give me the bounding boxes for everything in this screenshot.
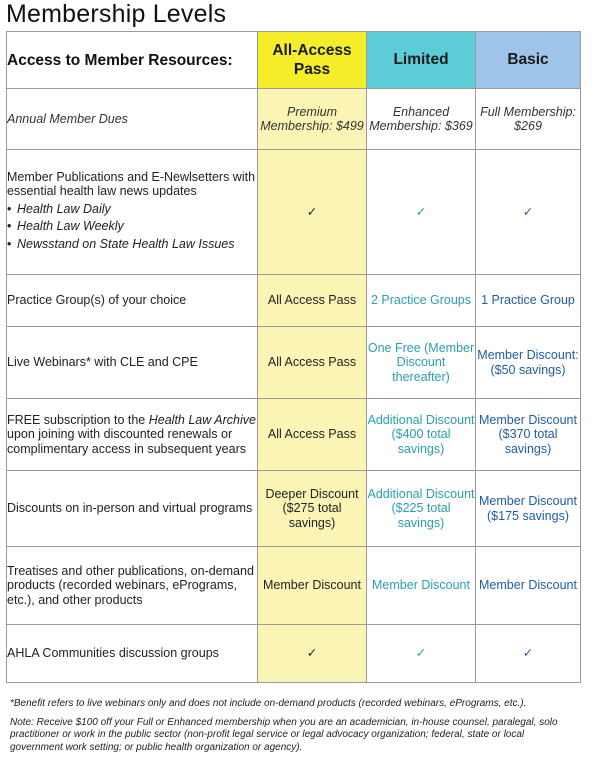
list-item: • Health Law Daily	[7, 202, 257, 217]
check-icon: ✓	[367, 625, 476, 683]
row-label-archive	[7, 399, 258, 471]
table-row	[7, 150, 581, 275]
page-title: Membership Levels	[6, 0, 227, 28]
list-item: • Newsstand on State Health Law Issues	[7, 237, 257, 252]
dues-limited: Enhanced Membership: $369	[367, 89, 476, 150]
table-row	[7, 547, 581, 625]
treatises-all-access: Member Discount	[258, 547, 367, 625]
webinars-all-access: All Access Pass	[258, 327, 367, 399]
header-resources: Access to Member Resources:	[7, 32, 258, 89]
header-basic: Basic	[476, 32, 581, 89]
table-row	[7, 89, 581, 150]
archive-all-access: All Access Pass	[258, 399, 367, 471]
row-label-communities: AHLA Communities discussion groups	[7, 625, 258, 683]
webinars-basic: Member Discount: ($50 savings)	[476, 327, 581, 399]
table-row	[7, 625, 581, 683]
treatises-limited: Member Discount	[367, 547, 476, 625]
webinars-limited: One Free (Member Discount thereafter)	[367, 327, 476, 399]
header-row	[7, 32, 581, 89]
archive-basic: Member Discount ($370 total savings)	[476, 399, 581, 471]
practice-all-access: All Access Pass	[258, 275, 367, 327]
membership-table	[6, 31, 581, 683]
table-row	[7, 399, 581, 471]
note: Note: Receive $100 off your Full or Enhanced membership when you are an academician, in-house counsel, paralegal, solo practitioner or work in the public sector (non-profit legal service or legal advocacy organization; federal, state or local government work setting; or public health organization or agency).	[10, 716, 558, 753]
table-row	[7, 275, 581, 327]
table-row	[7, 471, 581, 547]
check-icon: ✓	[258, 150, 367, 275]
publications-label: Member Publications and E-Newlsetters with essential health law news updates	[7, 169, 256, 199]
list-item: • Health Law Weekly	[7, 219, 257, 234]
publications-list	[7, 202, 257, 252]
archive-label-end: upon joining with discounted renewals or complimentary access in subsequent years	[7, 427, 247, 456]
check-icon: ✓	[367, 150, 476, 275]
notes	[6, 698, 576, 760]
dues-basic: Full Membership: $269	[476, 89, 581, 150]
treatises-basic: Member Discount	[476, 547, 581, 625]
row-label-treatises: Treatises and other publications, on-demand products (recorded webinars, ePrograms, etc.), and other products	[7, 547, 258, 625]
archive-label-start: FREE subscription to the	[7, 412, 149, 427]
programs-limited: Additional Discount ($225 total savings)	[367, 471, 476, 547]
archive-limited: Additional Discount ($400 total savings)	[367, 399, 476, 471]
check-icon: ✓	[476, 150, 581, 275]
header-limited: Limited	[367, 32, 476, 89]
table-row	[7, 327, 581, 399]
row-label-webinars: Live Webinars* with CLE and CPE	[7, 327, 258, 399]
row-label-publications	[7, 150, 258, 275]
check-icon: ✓	[258, 625, 367, 683]
footnote: *Benefit refers to live webinars only and does not include on-demand products (recorded webinars, ePrograms, etc.).	[10, 698, 527, 709]
dues-all-access: Premium Membership: $499	[258, 89, 367, 150]
practice-limited: 2 Practice Groups	[367, 275, 476, 327]
row-label-dues: Annual Member Dues	[7, 89, 258, 150]
row-label-programs: Discounts on in-person and virtual programs	[7, 471, 258, 547]
programs-basic: Member Discount ($175 savings)	[476, 471, 581, 547]
programs-all-access: Deeper Discount ($275 total savings)	[258, 471, 367, 547]
archive-label-title: Health Law Archive	[148, 412, 256, 427]
header-all-access: All-Access Pass	[258, 32, 367, 89]
check-icon: ✓	[476, 625, 581, 683]
row-label-practice: Practice Group(s) of your choice	[7, 275, 258, 327]
practice-basic: 1 Practice Group	[476, 275, 581, 327]
